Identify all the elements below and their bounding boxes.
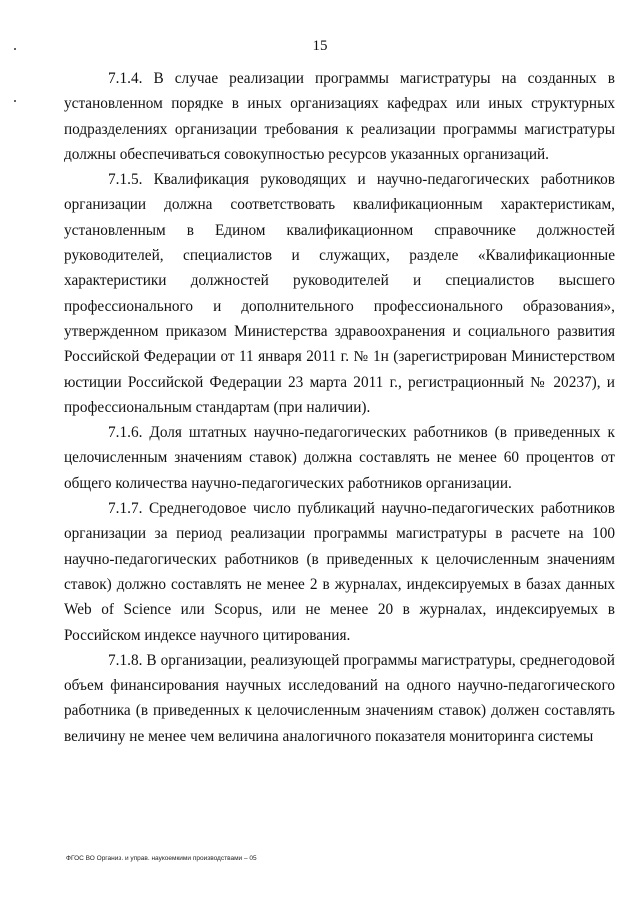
document-footer: ФГОС ВО Организ. и управ. наукоемкими производствами – 05 bbox=[66, 855, 257, 862]
paragraph-7-1-7: 7.1.7. Среднегодовое число публикаций научно-педагогических работников организации за период реализации программы магистратуры в расчете на 100 научно-педагогических работников (в приведенных к целочисленным значениям ставок) должно составлять не менее 2 в журналах, индексируемых в базах данных Web of Science или Scopus, или не менее 20 в журналах, индексируемых в Российском индексе научного цитирования. bbox=[64, 500, 615, 644]
scan-speck bbox=[14, 100, 16, 102]
page-number: 15 bbox=[312, 38, 328, 54]
document-body bbox=[64, 66, 615, 749]
paragraph-7-1-6: 7.1.6. Доля штатных научно-педагогических работников (в приведенных к целочисленным значениям ставок) должна составлять не менее 60 процентов от общего количества научно-педагогических работников организации. bbox=[64, 424, 615, 492]
paragraph-7-1-5: 7.1.5. Квалификация руководящих и научно-педагогических работников организации должна соответствовать квалификационным характеристикам, установленным в Едином квалификационном справочнике должностей руководителей, специалистов и служащих, разделе «Квалификационные характеристики должностей руководителей и специалистов высшего профессионального и дополнительного профессионального образования», утвержденном приказом Министерства здравоохранения и социального развития Российской Федерации от 11 января 2011 г. № 1н (зарегистрирован Министерством юстиции Российской Федерации 23 марта 2011 г., регистрационный № 20237), и профессиональным стандартам (при наличии). bbox=[64, 171, 615, 416]
paragraph-7-1-8: 7.1.8. В организации, реализующей программы магистратуры, среднегодовой объем финансирования научных исследований на одного научно-педагогического работника (в приведенных к целочисленным значениям ставок) должен составлять величину не менее чем величина аналогичного показателя мониторинга системы bbox=[64, 651, 615, 745]
paragraph-7-1-4: 7.1.4. В случае реализации программы магистратуры на созданных в установленном порядке в иных организациях кафедрах или иных структурных подразделениях организации требования к реализации программы магистратуры должны обеспечиваться совокупностью ресурсов указанных организаций. bbox=[64, 70, 615, 163]
